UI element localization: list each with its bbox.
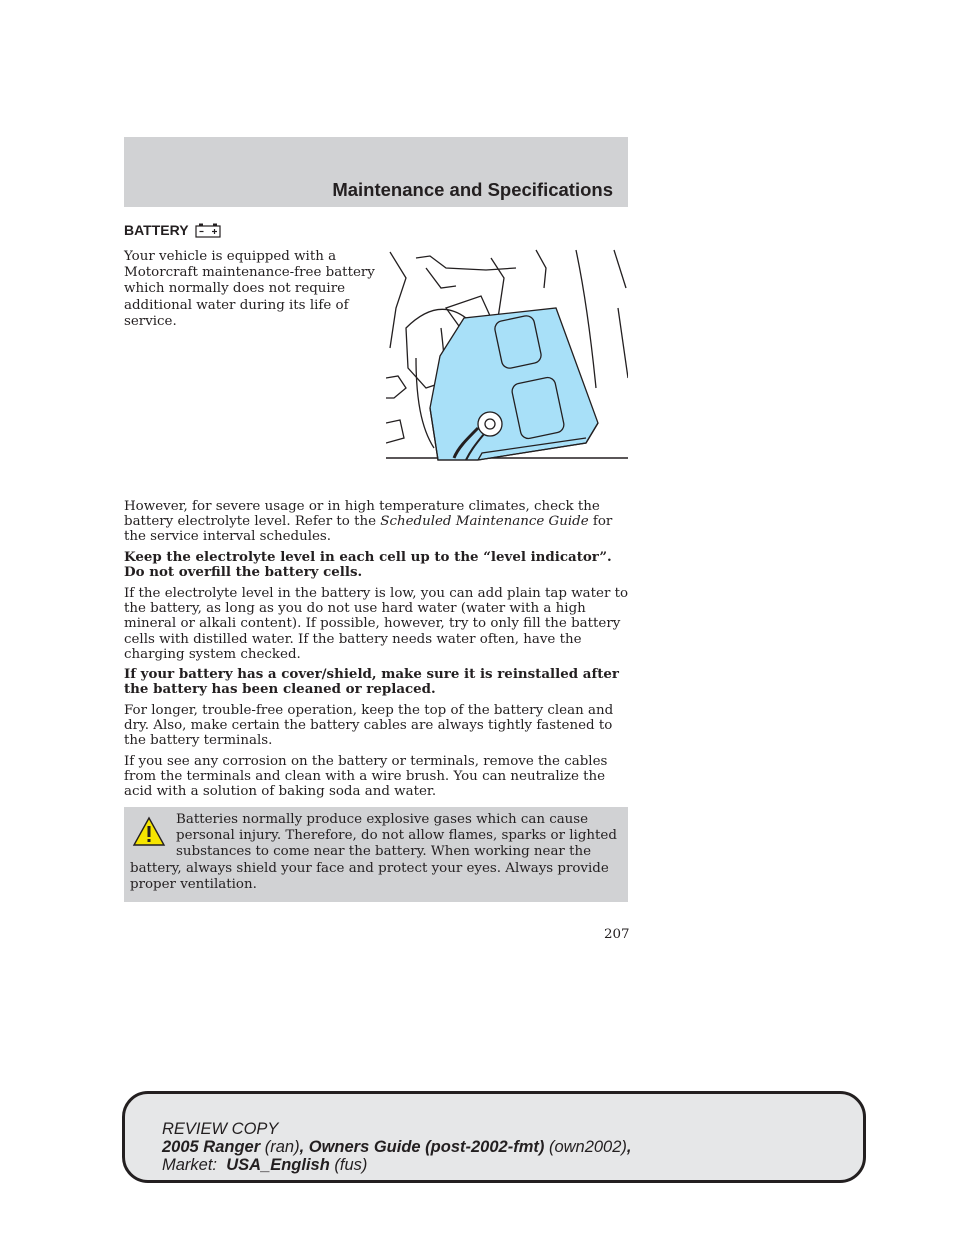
maintenance-guide-reference: Scheduled Maintenance Guide — [380, 514, 589, 530]
warning-box — [124, 807, 628, 902]
warning-triangle-icon — [132, 816, 166, 848]
paragraph-add-water: If the electrolyte level in the battery is low, you can add plain tap water to the battery, as long as you do not use hard water (water with a high mineral or alkali content). If possible, however, try to only fill the battery cells with distilled water. If the battery needs water often, have the charging system checked. — [124, 586, 629, 662]
battery-illustration — [386, 248, 628, 468]
paragraph-level-indicator: Keep the electrolyte level in each cell up to the “level indicator”. Do not overfill the battery cells. — [124, 549, 612, 581]
section-heading — [124, 222, 221, 238]
review-copy-footer — [122, 1091, 866, 1183]
warning-text: Batteries normally produce explosive gases which can cause personal injury. Therefore, do not allow flames, sparks or lighted substances to come near the battery. When working near the battery, always shield your face and protect your eyes. Always provide proper ventilation. — [130, 812, 617, 892]
battery-icon — [195, 223, 221, 238]
paragraph-cover-shield: If your battery has a cover/shield, make sure it is reinstalled after the battery has been cleaned or replaced. — [124, 666, 619, 698]
footer-market-line: Market: USA_English (fus) — [162, 1156, 368, 1174]
section-header-band — [124, 137, 628, 207]
paragraph-check-level: However, for severe usage or in high temperature climates, check the battery electrolyte level. Refer to the Scheduled Maintenance Guide for the service interval schedules. — [124, 499, 613, 545]
section-heading-text: BATTERY — [124, 222, 189, 238]
intro-paragraph: Your vehicle is equipped with a Motorcraft maintenance-free battery which normally does not require additional water during its life of service. — [124, 249, 375, 329]
paragraph-corrosion: If you see any corrosion on the battery or terminals, remove the cables from the terminals and clean with a wire brush. You can neutralize the acid with a solution of baking soda and water. — [124, 754, 608, 800]
warning-text-block — [130, 812, 620, 893]
page-number: 207 — [604, 927, 630, 942]
page-title: Maintenance and Specifications — [332, 179, 613, 200]
footer-text — [162, 1120, 632, 1174]
footer-review-copy: REVIEW COPY — [162, 1120, 279, 1138]
footer-guide-line: 2005 Ranger (ran), Owners Guide (post-2002-fmt) (own2002), — [162, 1138, 632, 1156]
paragraph-clean-dry: For longer, trouble-free operation, keep the top of the battery clean and dry. Also, make certain the battery cables are always tightly fastened to the battery terminals. — [124, 703, 614, 749]
